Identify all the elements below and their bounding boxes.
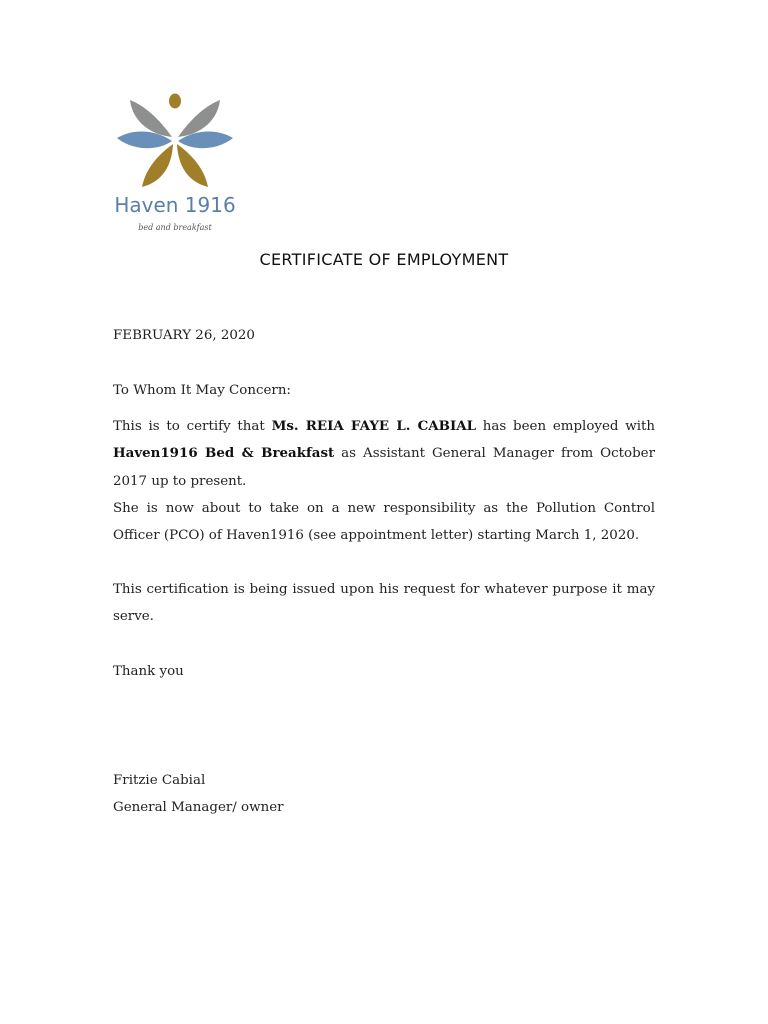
signatory-title: General Manager/ owner (113, 800, 284, 815)
purpose-paragraph: This certification is being issued upon his request for whatever purpose it may serve. (113, 582, 655, 625)
sentence-text: This is to certify that (113, 419, 272, 434)
logo-tagline-text: bed and breakfast (138, 223, 212, 232)
logo-brand-text: Haven 1916 (114, 193, 236, 217)
certification-sentence-1 (113, 413, 655, 495)
logo-wing-gold-right (177, 144, 208, 187)
logo-head-shape (169, 94, 181, 109)
signatory-name: Fritzie Cabial (113, 773, 206, 788)
document-date: FEBRUARY 26, 2020 (113, 328, 255, 343)
butterfly-logo-icon (112, 90, 242, 235)
document-title: CERTIFICATE OF EMPLOYMENT (259, 250, 509, 269)
employee-name: Ms. REIA FAYE L. CABIAL (271, 418, 477, 434)
certification-paragraph (113, 413, 655, 549)
sentence-text: as Assistant General Manager from October 2017 up to present. (113, 446, 655, 489)
sentence-text: has been employed with (476, 419, 655, 434)
company-name: Haven1916 Bed & Breakfast (113, 445, 335, 462)
certification-sentence-2: She is now about to take on a new responsibility as the Pollution Control Officer (PCO) of Haven1916 (see appointment letter) starting March 1, 2020. (113, 500, 655, 544)
salutation: To Whom It May Concern: (113, 383, 291, 398)
logo-wing-gray-right (178, 100, 220, 137)
logo-wing-gold-left (142, 144, 173, 187)
closing-text: Thank you (113, 664, 184, 679)
haven-1916-logo (112, 90, 242, 235)
logo-wing-gray-left (130, 100, 172, 137)
